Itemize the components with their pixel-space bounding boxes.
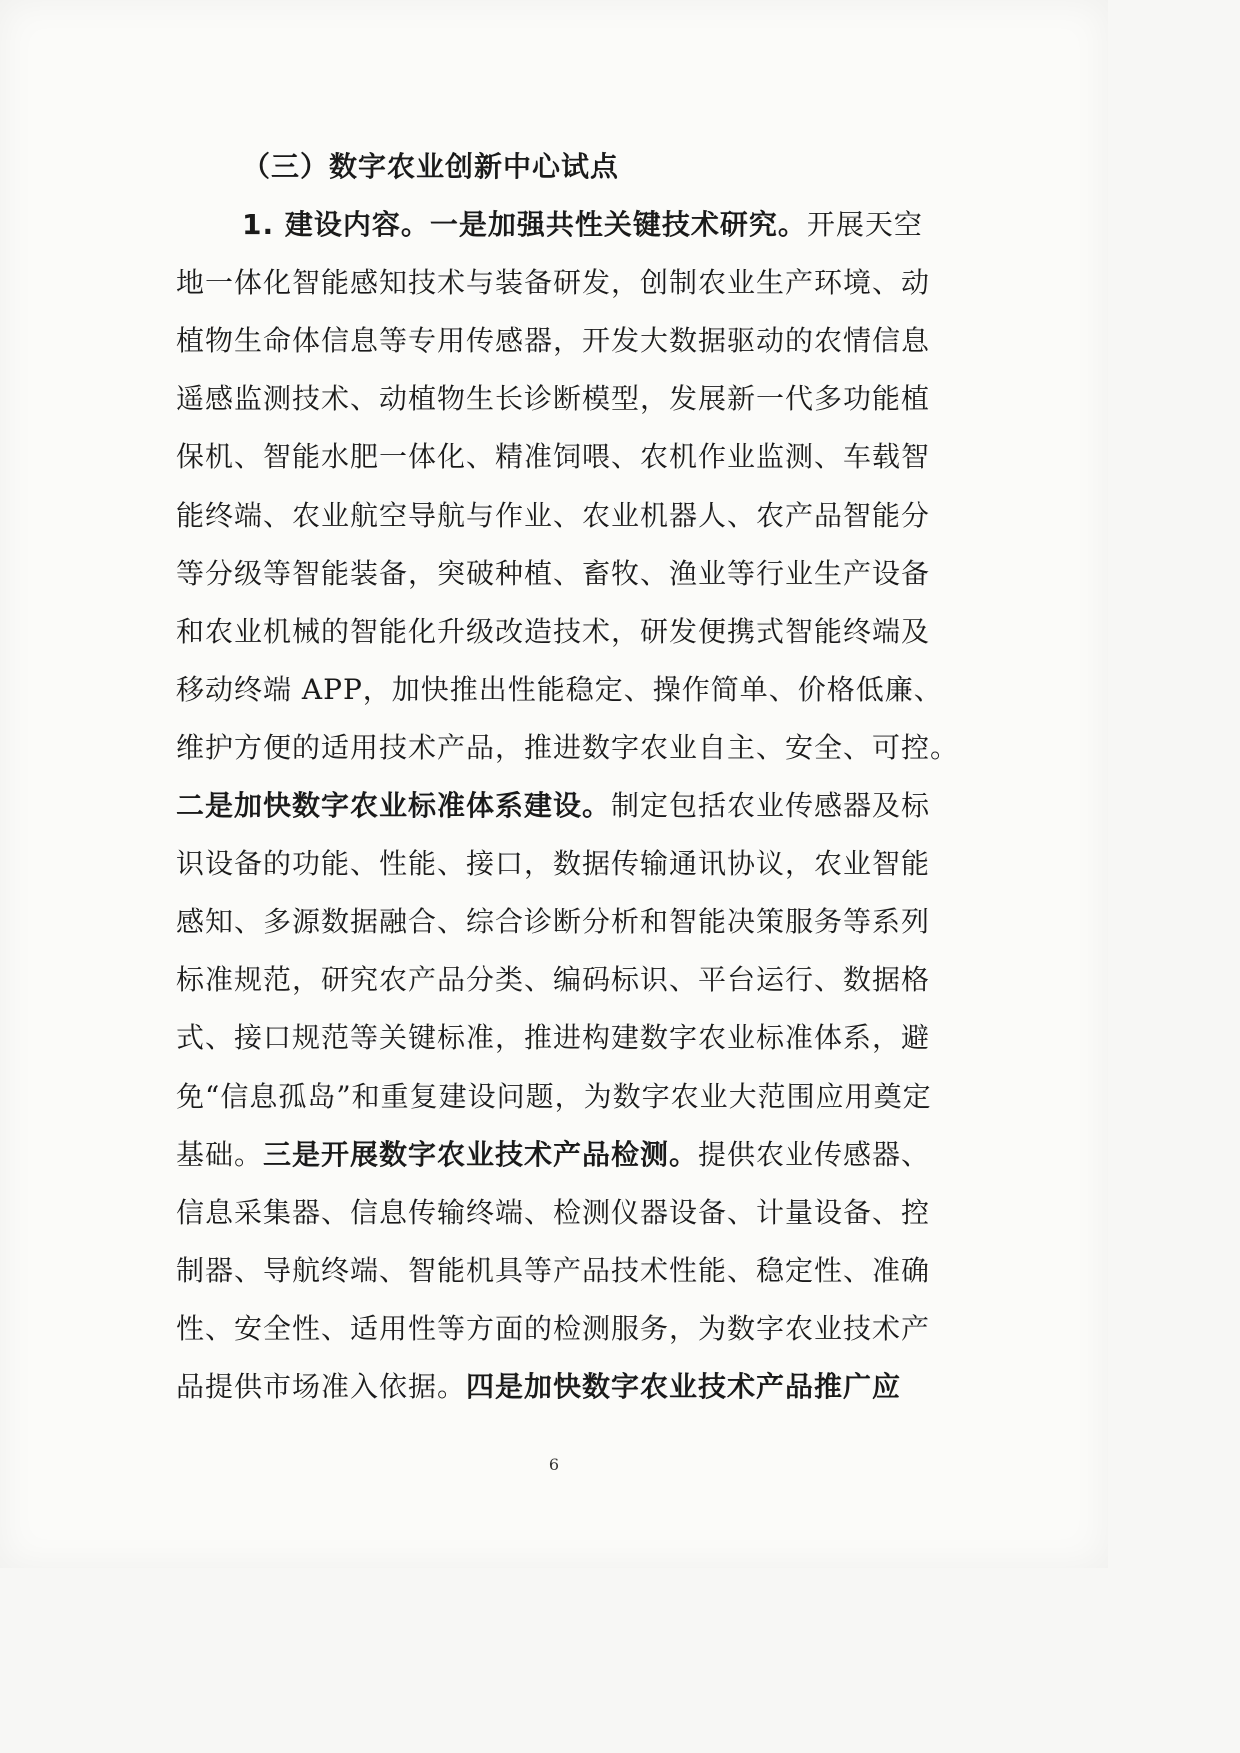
text-line xyxy=(176,487,951,545)
text-run: 信息采集器、信息传输终端、检测仪器设备、计量设备、控 xyxy=(176,1195,931,1229)
section-heading: （三）数字农业创新中心试点 xyxy=(242,150,620,183)
text-line xyxy=(176,603,951,661)
text-run: 提供农业传感器、 xyxy=(698,1137,931,1171)
text-line xyxy=(176,1358,951,1416)
text-line xyxy=(176,777,951,835)
text-line xyxy=(176,1068,951,1126)
text-run: 保机、智能水肥一体化、精准饲喂、农机作业监测、车载智 xyxy=(176,440,931,474)
text-line xyxy=(176,951,951,1009)
text-run: 基础。 xyxy=(176,1137,264,1171)
text-line xyxy=(176,661,951,719)
text-run: 和农业机械的智能化升级改造技术，研发便携式智能终端及 xyxy=(176,614,931,648)
bold-text-run: 1. 建设内容。一是加强共性关键技术研究。 xyxy=(242,208,807,242)
text-run: 免“信息孤岛”和重复建设问题，为数字农业大范围应用奠定 xyxy=(176,1079,932,1113)
text-line xyxy=(176,545,951,603)
text-line xyxy=(176,1126,951,1184)
text-line xyxy=(176,254,951,312)
text-run: 感知、多源数据融合、综合诊断分析和智能决策服务等系列 xyxy=(176,905,931,939)
paragraph xyxy=(176,196,960,1416)
text-line xyxy=(176,1300,951,1358)
bold-text-run: 四是加快数字农业技术产品推广应 xyxy=(466,1369,902,1403)
document-body xyxy=(176,138,960,1416)
text-line xyxy=(176,370,951,428)
text-run: 识设备的功能、性能、接口，数据传输通讯协议，农业智能 xyxy=(176,847,931,881)
text-line xyxy=(176,312,951,370)
bold-text-run: 三是开展数字农业技术产品检测。 xyxy=(263,1137,699,1171)
text-run: 维护方便的适用技术产品，推进数字农业自主、安全、可控。 xyxy=(176,730,960,764)
text-line xyxy=(176,1184,951,1242)
text-run: 等分级等智能装备，突破种植、畜牧、渔业等行业生产设备 xyxy=(176,556,931,590)
text-run: 品提供市场准入依据。 xyxy=(176,1369,467,1403)
text-line xyxy=(176,1009,951,1067)
text-line xyxy=(176,196,951,254)
text-run: 能终端、农业航空导航与作业、农业机器人、农产品智能分 xyxy=(176,498,931,532)
text-run: 开展天空 xyxy=(806,208,923,242)
text-line xyxy=(176,835,951,893)
text-run: 遥感监测技术、动植物生长诊断模型，发展新一代多功能植 xyxy=(176,382,931,416)
text-line xyxy=(176,719,960,777)
text-run: 移动终端 APP，加快推出性能稳定、操作简单、价格低廉、 xyxy=(176,672,943,706)
text-run: 式、接口规范等关键标准，推进构建数字农业标准体系，避 xyxy=(176,1021,931,1055)
bold-text-run: 二是加快数字农业标准体系建设。 xyxy=(176,789,612,823)
text-line xyxy=(176,428,951,486)
text-run: 制定包括农业传感器及标 xyxy=(611,789,931,823)
text-run: 制器、导航终端、智能机具等产品技术性能、稳定性、准确 xyxy=(176,1253,931,1287)
text-run: 植物生命体信息等专用传感器，开发大数据驱动的农情信息 xyxy=(176,324,931,358)
page-number: 6 xyxy=(548,1455,560,1474)
text-run: 标准规范，研究农产品分类、编码标识、平台运行、数据格 xyxy=(176,963,931,997)
text-run: 性、安全性、适用性等方面的检测服务，为数字农业技术产 xyxy=(176,1311,931,1345)
text-run: 地一体化智能感知技术与装备研发，创制农业生产环境、动 xyxy=(176,266,931,300)
text-line xyxy=(176,1242,951,1300)
text-line xyxy=(176,893,951,951)
